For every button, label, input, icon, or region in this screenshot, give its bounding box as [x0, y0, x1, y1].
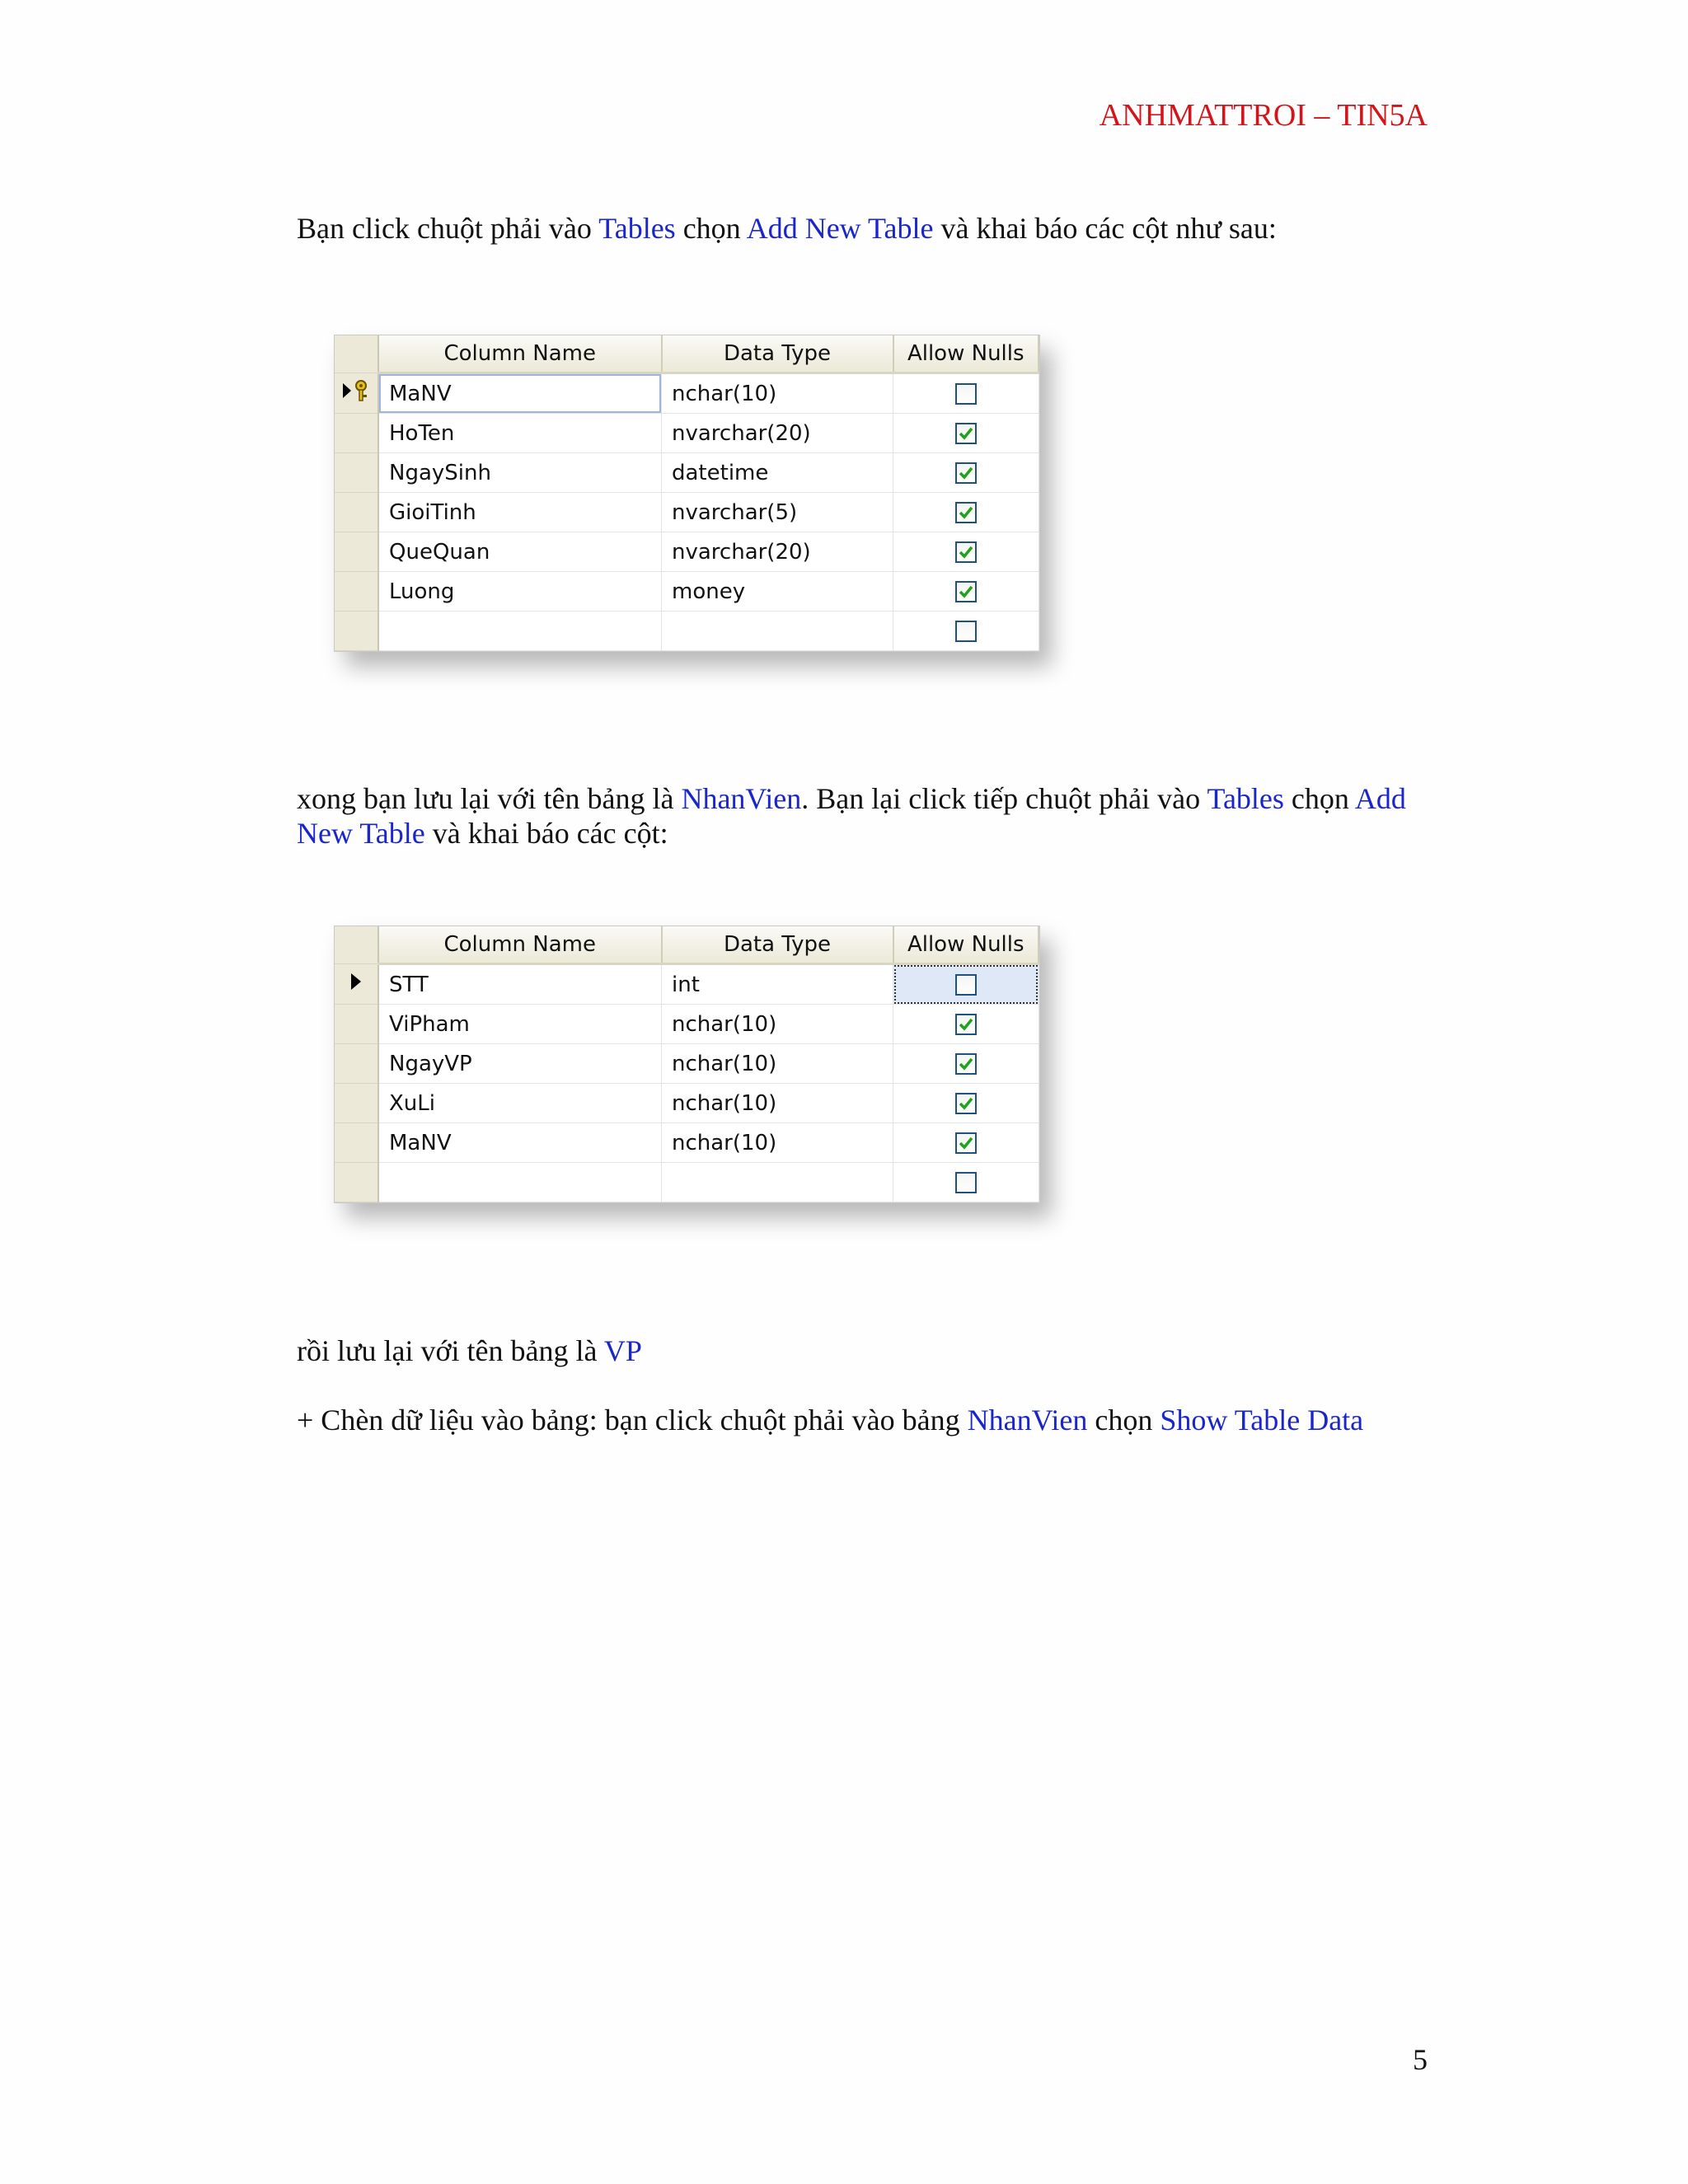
highlight-nhanvien: NhanVien [967, 1404, 1088, 1436]
paragraph-3: rồi lưu lại với tên bảng là VP [297, 1334, 642, 1367]
data-type-cell[interactable]: nchar(10) [662, 1123, 893, 1163]
data-type-cell[interactable]: nchar(10) [662, 1044, 893, 1084]
allow-nulls-cell [893, 453, 1039, 493]
column-name-cell[interactable]: NgayVP [378, 1044, 662, 1084]
data-type-cell[interactable]: nchar(10) [662, 1084, 893, 1123]
allow-nulls-cell [893, 493, 1039, 532]
column-name-cell[interactable]: MaNV [378, 1123, 662, 1163]
column-name-cell[interactable]: NgaySinh [378, 453, 662, 493]
highlight-nhanvien: NhanVien [681, 782, 802, 815]
allow-nulls-cell [893, 572, 1039, 612]
allow-nulls-checkbox-checked[interactable] [955, 1093, 977, 1114]
grid-header-row [335, 926, 1039, 964]
allow-nulls-checkbox-unchecked[interactable] [955, 621, 977, 642]
row-selector[interactable] [335, 1123, 378, 1163]
allow-nulls-header[interactable]: Allow Nulls [893, 926, 1039, 964]
allow-nulls-cell [893, 612, 1039, 651]
allow-nulls-checkbox-checked[interactable] [955, 423, 977, 444]
row-selector[interactable] [335, 373, 378, 414]
column-name-cell[interactable]: MaNV [378, 373, 662, 414]
column-name-cell[interactable] [378, 1163, 662, 1202]
highlight-tables: Tables [1207, 782, 1284, 815]
page-header: ANHMATTROI – TIN5A [1099, 98, 1428, 133]
column-name-cell[interactable]: STT [378, 964, 662, 1005]
checkmark-icon [958, 1056, 974, 1072]
data-type-cell[interactable] [662, 1163, 893, 1202]
checkmark-icon [958, 1135, 974, 1151]
table-row[interactable] [335, 612, 1039, 651]
row-selector[interactable] [335, 572, 378, 612]
column-name-cell[interactable]: ViPham [378, 1005, 662, 1044]
allow-nulls-checkbox-checked[interactable] [955, 1132, 977, 1154]
checkmark-icon [958, 583, 974, 600]
allow-nulls-cell [893, 414, 1039, 453]
design-grid-table [335, 926, 1039, 1202]
checkmark-icon [958, 1016, 974, 1033]
table-row[interactable] [335, 572, 1039, 612]
column-name-cell[interactable]: Luong [378, 572, 662, 612]
allow-nulls-checkbox-unchecked[interactable] [955, 1172, 977, 1193]
data-type-header[interactable]: Data Type [662, 926, 893, 964]
data-type-cell[interactable]: datetime [662, 453, 893, 493]
column-grid-vp [334, 926, 1040, 1203]
highlight-show-table-data: Show Table Data [1160, 1404, 1364, 1436]
table-row[interactable] [335, 1163, 1039, 1202]
checkmark-icon [958, 1095, 974, 1112]
allow-nulls-cell [893, 1044, 1039, 1084]
highlight-tables: Tables [598, 212, 676, 245]
row-selector[interactable] [335, 1005, 378, 1044]
allow-nulls-cell [893, 1084, 1039, 1123]
data-type-cell[interactable]: nchar(10) [662, 1005, 893, 1044]
row-selector[interactable] [335, 612, 378, 651]
column-name-cell[interactable]: HoTen [378, 414, 662, 453]
design-grid-table [335, 335, 1039, 651]
allow-nulls-checkbox-checked[interactable] [955, 1014, 977, 1035]
data-type-cell[interactable]: nvarchar(5) [662, 493, 893, 532]
grid-corner [335, 926, 378, 964]
allow-nulls-cell [893, 1123, 1039, 1163]
allow-nulls-checkbox-checked[interactable] [955, 581, 977, 602]
table-row[interactable] [335, 1044, 1039, 1084]
row-selector[interactable] [335, 414, 378, 453]
table-row[interactable] [335, 453, 1039, 493]
row-selector[interactable] [335, 453, 378, 493]
data-type-header[interactable]: Data Type [662, 335, 893, 373]
paragraph-1: Bạn click chuột phải vào Tables chọn Add New Table và khai báo các cột như sau: [297, 212, 1277, 245]
allow-nulls-checkbox-unchecked[interactable] [955, 974, 977, 996]
highlight-vp: VP [603, 1334, 642, 1367]
row-selector[interactable] [335, 532, 378, 572]
checkmark-icon [958, 465, 974, 481]
column-name-cell[interactable]: XuLi [378, 1084, 662, 1123]
allow-nulls-cell [893, 532, 1039, 572]
allow-nulls-checkbox-checked[interactable] [955, 462, 977, 484]
allow-nulls-cell [893, 1005, 1039, 1044]
grid-corner [335, 335, 378, 373]
allow-nulls-checkbox-checked[interactable] [955, 541, 977, 563]
allow-nulls-checkbox-unchecked[interactable] [955, 383, 977, 405]
table-row[interactable] [335, 493, 1039, 532]
column-grid-nhanvien [334, 335, 1040, 652]
data-type-cell[interactable]: nvarchar(20) [662, 414, 893, 453]
data-type-cell[interactable]: money [662, 572, 893, 612]
paragraph-2: xong bạn lưu lại với tên bảng là NhanVien. Bạn lại click tiếp chuột phải vào Tables chọn Add New Table và khai báo các cột: [297, 782, 1406, 850]
checkmark-icon [958, 504, 974, 521]
table-row[interactable] [335, 373, 1039, 414]
table-row[interactable] [335, 532, 1039, 572]
column-name-header[interactable]: Column Name [378, 926, 662, 964]
allow-nulls-cell [893, 373, 1039, 414]
row-selector[interactable] [335, 1163, 378, 1202]
table-row[interactable] [335, 414, 1039, 453]
checkmark-icon [958, 544, 974, 560]
data-type-cell[interactable] [662, 612, 893, 651]
data-type-cell[interactable]: int [662, 964, 893, 1005]
checkmark-icon [958, 425, 974, 442]
allow-nulls-cell [893, 964, 1039, 1005]
highlight-add-new-table: Add New Table [297, 782, 1406, 850]
column-name-cell[interactable] [378, 612, 662, 651]
table-row[interactable] [335, 1005, 1039, 1044]
paragraph-4: + Chèn dữ liệu vào bảng: bạn click chuột phải vào bảng NhanVien chọn Show Table Data [297, 1404, 1364, 1436]
highlight-add-new-table: Add New Table [746, 212, 934, 245]
row-selector[interactable] [335, 493, 378, 532]
grid-header-row [335, 335, 1039, 373]
allow-nulls-checkbox-checked[interactable] [955, 1053, 977, 1075]
table-row[interactable] [335, 964, 1039, 1005]
table-row[interactable] [335, 1084, 1039, 1123]
allow-nulls-checkbox-checked[interactable] [955, 502, 977, 523]
current-row-arrow-icon [344, 969, 368, 994]
row-selector[interactable] [335, 1044, 378, 1084]
data-type-cell[interactable]: nchar(10) [662, 373, 893, 414]
page-number: 5 [1413, 2043, 1428, 2076]
current-row-key-icon [340, 378, 373, 403]
column-name-cell[interactable]: GioiTinh [378, 493, 662, 532]
table-row[interactable] [335, 1123, 1039, 1163]
allow-nulls-cell [893, 1163, 1039, 1202]
row-selector[interactable] [335, 1084, 378, 1123]
row-selector[interactable] [335, 964, 378, 1005]
data-type-cell[interactable]: nvarchar(20) [662, 532, 893, 572]
column-name-cell[interactable]: QueQuan [378, 532, 662, 572]
column-name-header[interactable]: Column Name [378, 335, 662, 373]
allow-nulls-header[interactable]: Allow Nulls [893, 335, 1039, 373]
